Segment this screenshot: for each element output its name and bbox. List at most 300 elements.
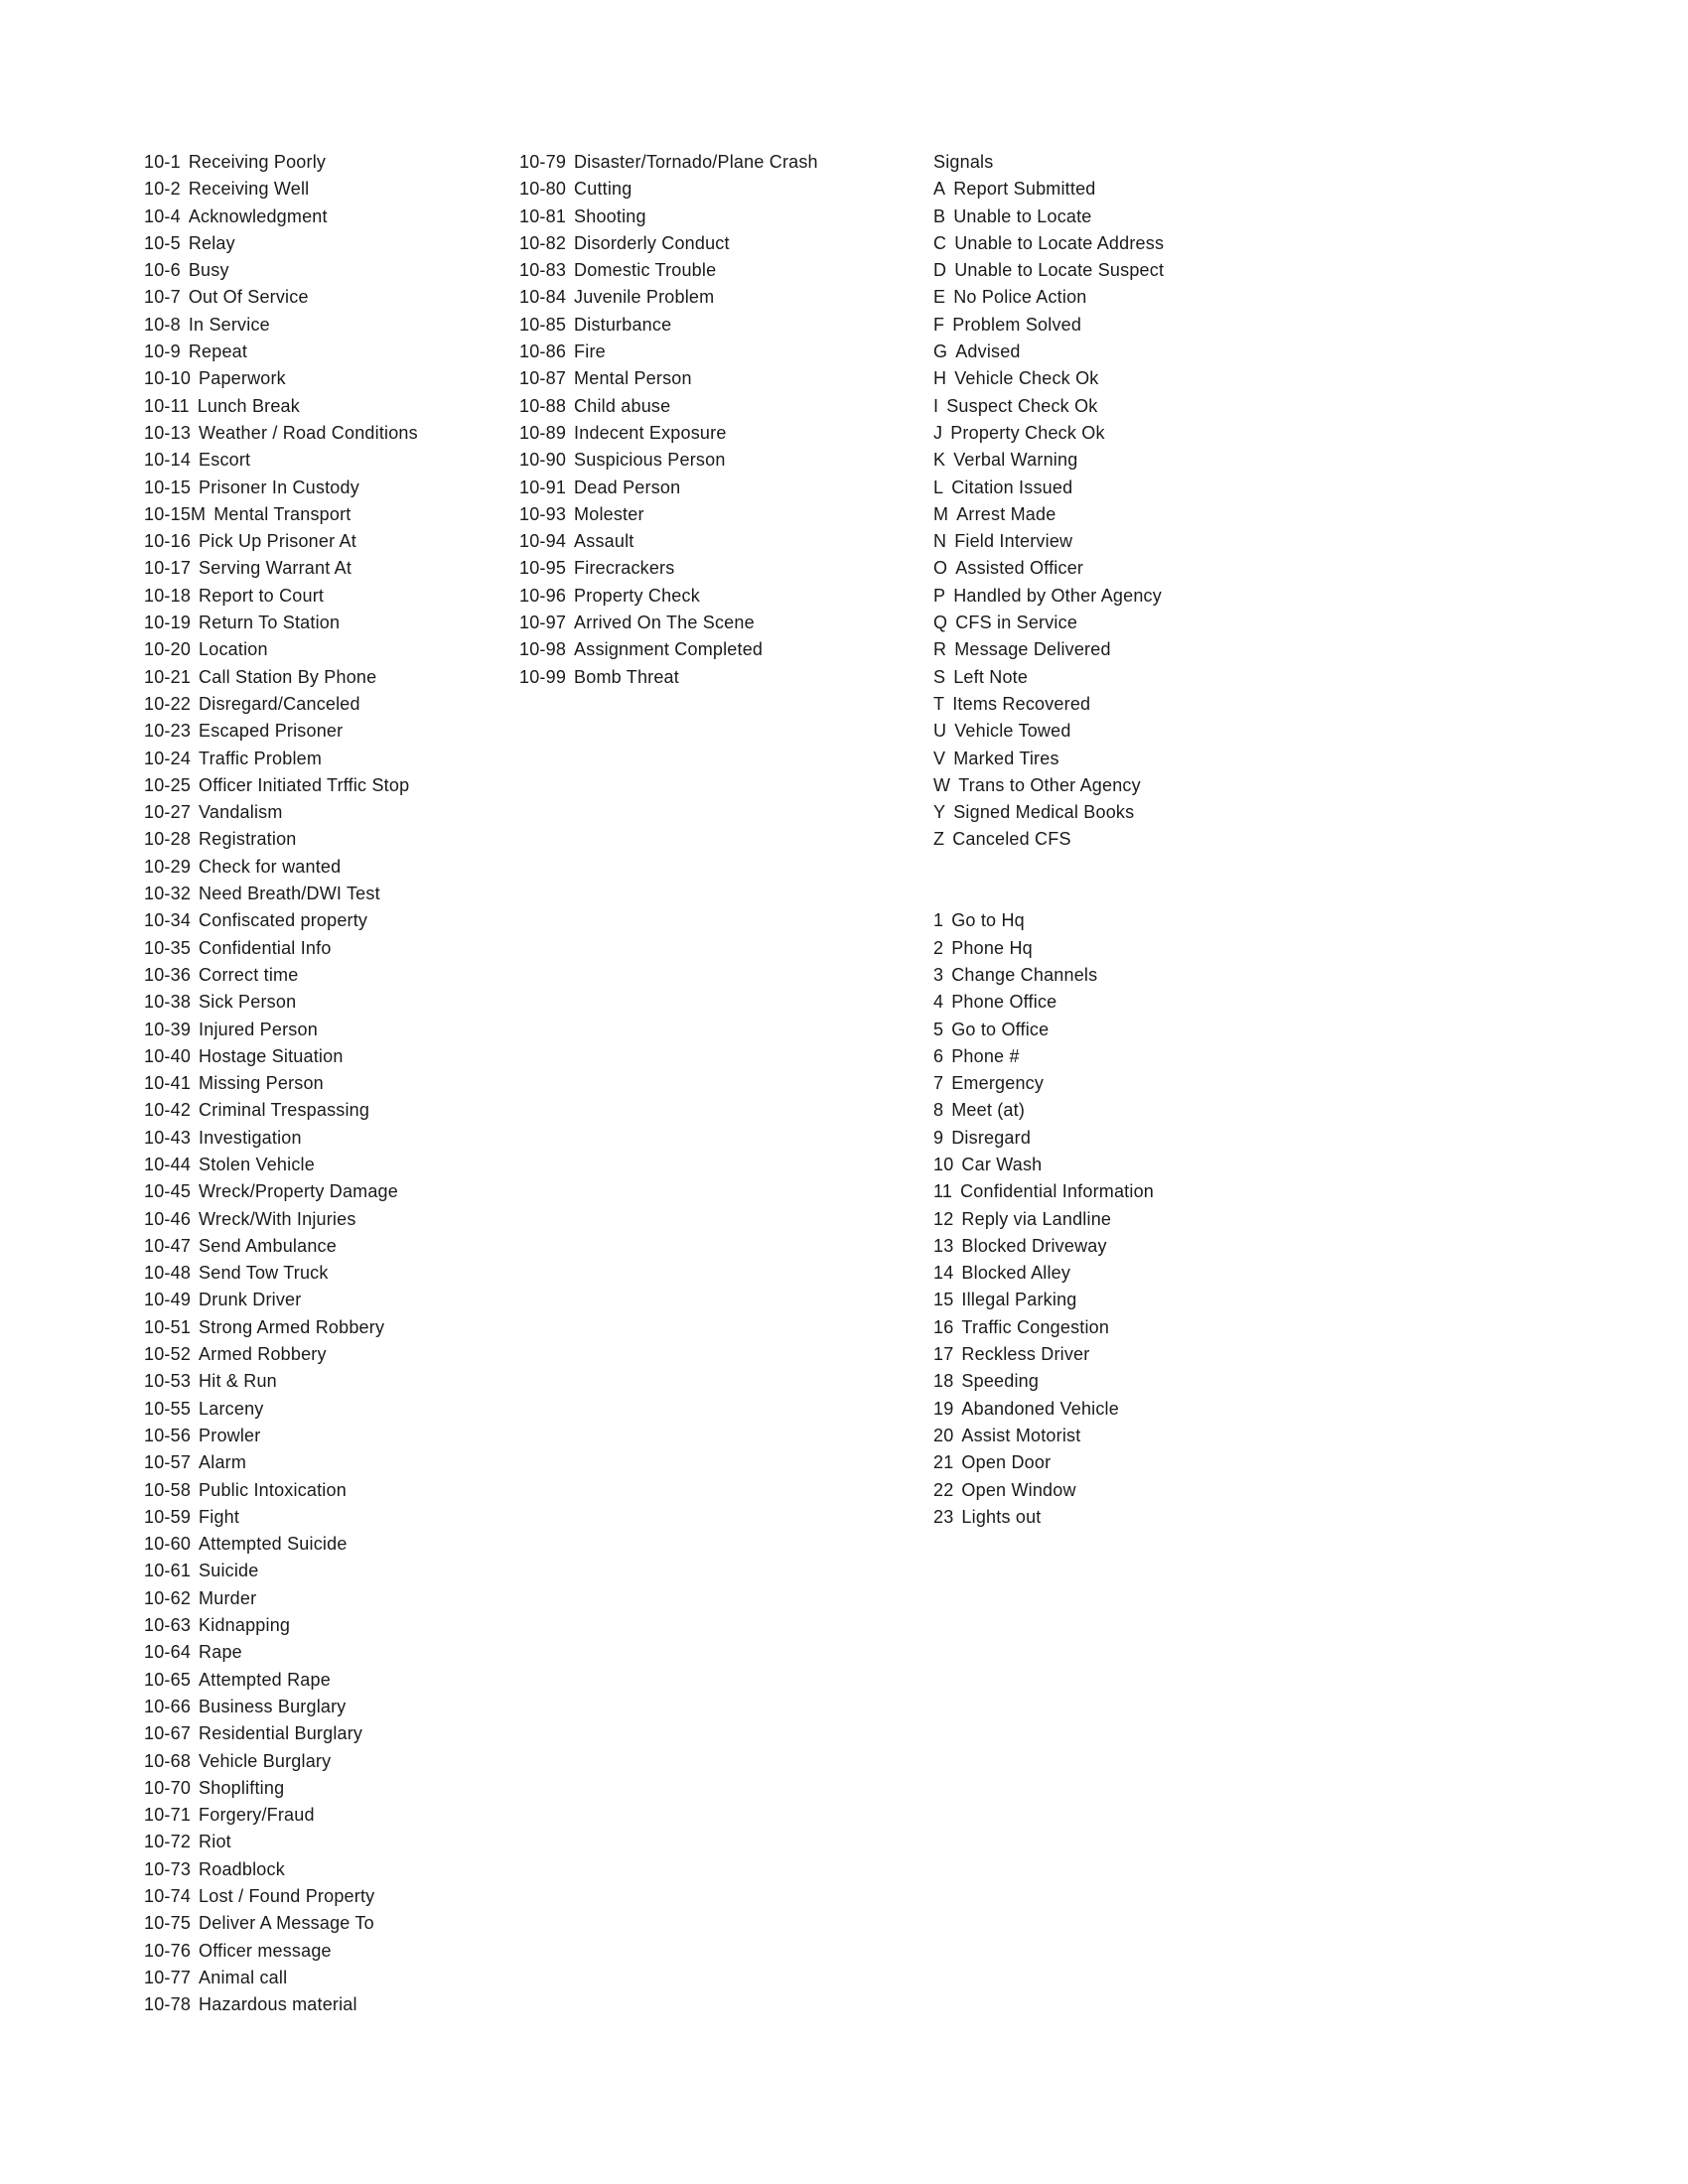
code-meaning: Out Of Service — [188, 287, 309, 308]
code-meaning: Repeat — [188, 341, 248, 362]
code-label: 10-68 — [144, 1750, 192, 1771]
code-meaning: Arrest Made — [956, 503, 1056, 524]
code-label: W — [933, 774, 951, 795]
code-label: D — [933, 260, 947, 281]
code-meaning: Unable to Locate Suspect — [954, 260, 1165, 281]
code-row — [144, 1910, 511, 1937]
code-row — [933, 1396, 1350, 1423]
code-meaning: Assault — [574, 531, 634, 552]
code-meaning: Prisoner In Custody — [199, 477, 359, 497]
code-label: 10-2 — [144, 179, 181, 200]
code-meaning: Report Submitted — [953, 179, 1096, 200]
code-meaning: Sick Person — [199, 992, 297, 1013]
code-meaning: Shooting — [574, 205, 646, 226]
code-row — [519, 420, 916, 447]
code-label: H — [933, 368, 947, 389]
code-row — [144, 1070, 511, 1097]
code-meaning: Attempted Suicide — [199, 1534, 348, 1555]
code-meaning: Phone Office — [951, 992, 1057, 1013]
code-row — [933, 1477, 1350, 1504]
code-row — [933, 1423, 1350, 1449]
code-meaning: Blocked Alley — [961, 1263, 1071, 1284]
code-row — [519, 230, 916, 257]
code-row — [933, 284, 1350, 311]
code-label: 10-32 — [144, 884, 192, 904]
code-meaning: Verbal Warning — [953, 450, 1078, 471]
code-label: 10-85 — [519, 314, 567, 335]
code-row — [519, 204, 916, 230]
code-meaning: Suspect Check Ok — [946, 395, 1098, 416]
code-row — [144, 1449, 511, 1476]
code-label: 10-20 — [144, 639, 192, 660]
code-row — [144, 204, 511, 230]
code-label: J — [933, 422, 943, 443]
code-meaning: Arrived On The Scene — [574, 613, 755, 633]
code-row — [144, 1639, 511, 1666]
code-label: 10-81 — [519, 205, 567, 226]
code-row — [933, 1070, 1350, 1097]
code-meaning: Lost / Found Property — [199, 1886, 375, 1906]
code-meaning: Go to Office — [951, 1019, 1050, 1039]
code-label: 10-24 — [144, 748, 192, 768]
code-label: 10-87 — [519, 368, 567, 389]
code-row — [144, 1233, 511, 1260]
code-meaning: Field Interview — [954, 531, 1073, 552]
code-meaning: Busy — [188, 260, 229, 281]
code-label: 18 — [933, 1371, 954, 1392]
code-label: 10-91 — [519, 477, 567, 497]
code-label: 10-5 — [144, 232, 181, 253]
code-label: 10-1 — [144, 152, 181, 172]
code-row — [144, 1043, 511, 1070]
code-row — [933, 1152, 1350, 1178]
code-meaning: Send Ambulance — [199, 1235, 337, 1256]
code-row — [933, 1206, 1350, 1233]
code-label: 10-63 — [144, 1615, 192, 1636]
code-label: 10-73 — [144, 1858, 192, 1879]
code-meaning: Confiscated property — [199, 910, 368, 931]
code-meaning: Disregard — [951, 1127, 1032, 1148]
code-label: 10-38 — [144, 992, 192, 1013]
code-label: T — [933, 693, 945, 714]
code-label: 10-57 — [144, 1452, 192, 1473]
code-row — [144, 1368, 511, 1395]
code-label: 10-74 — [144, 1886, 192, 1906]
code-row — [933, 312, 1350, 339]
code-row — [144, 1938, 511, 1965]
code-row — [933, 583, 1350, 610]
code-meaning: Mental Person — [574, 368, 692, 389]
code-meaning: Unable to Locate — [953, 205, 1092, 226]
code-label: M — [933, 503, 949, 524]
code-row — [144, 176, 511, 203]
code-row — [933, 1314, 1350, 1341]
code-meaning: Fight — [199, 1506, 240, 1527]
code-label: 10-10 — [144, 368, 192, 389]
code-label: 10-7 — [144, 287, 181, 308]
code-label: 9 — [933, 1127, 944, 1148]
code-row — [933, 1097, 1350, 1124]
code-row — [144, 1558, 511, 1584]
code-row — [144, 1667, 511, 1694]
code-label: 10-43 — [144, 1127, 192, 1148]
code-label: 15 — [933, 1290, 954, 1310]
code-label: 10-44 — [144, 1154, 192, 1174]
code-row — [144, 1694, 511, 1720]
code-label: S — [933, 666, 946, 687]
code-row — [519, 447, 916, 474]
code-label: 10-21 — [144, 666, 192, 687]
code-row — [144, 1531, 511, 1558]
code-row — [933, 365, 1350, 392]
code-meaning: Wreck/With Injuries — [199, 1208, 356, 1229]
code-meaning: Traffic Problem — [199, 748, 323, 768]
code-meaning: Citation Issued — [951, 477, 1073, 497]
code-row — [144, 1341, 511, 1368]
code-row — [144, 1856, 511, 1883]
code-meaning: Fire — [574, 341, 606, 362]
code-row — [144, 1152, 511, 1178]
code-row — [933, 636, 1350, 663]
code-row — [144, 907, 511, 934]
code-label: 12 — [933, 1208, 954, 1229]
code-label: 10-77 — [144, 1967, 192, 1987]
code-meaning: Lunch Break — [197, 395, 300, 416]
code-row — [933, 1341, 1350, 1368]
code-row — [933, 1017, 1350, 1043]
code-row — [519, 176, 916, 203]
signal-numbers-list — [933, 907, 1350, 1531]
code-row — [933, 746, 1350, 772]
code-label: 10-19 — [144, 613, 192, 633]
code-label: K — [933, 450, 946, 471]
code-row — [144, 854, 511, 881]
code-label: 10-8 — [144, 314, 181, 335]
code-label: 10-46 — [144, 1208, 192, 1229]
code-row — [933, 799, 1350, 826]
code-label: 10-86 — [519, 341, 567, 362]
code-row — [144, 447, 511, 474]
code-row — [519, 257, 916, 284]
code-meaning: Juvenile Problem — [574, 287, 715, 308]
code-meaning: Vandalism — [199, 802, 283, 823]
code-label: 10-99 — [519, 666, 567, 687]
code-row — [144, 420, 511, 447]
code-row — [144, 393, 511, 420]
code-meaning: Cutting — [574, 179, 633, 200]
code-row — [933, 257, 1350, 284]
code-label: 10-97 — [519, 613, 567, 633]
code-meaning: Armed Robbery — [199, 1344, 327, 1365]
code-row — [933, 1233, 1350, 1260]
code-row — [519, 312, 916, 339]
code-label: 10-45 — [144, 1181, 192, 1202]
code-row — [519, 284, 916, 311]
code-meaning: Traffic Congestion — [961, 1316, 1110, 1337]
code-meaning: Check for wanted — [199, 856, 342, 877]
code-meaning: Serving Warrant At — [199, 558, 352, 579]
code-meaning: Murder — [199, 1587, 257, 1608]
code-meaning: Reckless Driver — [961, 1344, 1090, 1365]
code-label: 21 — [933, 1452, 954, 1473]
code-row — [144, 799, 511, 826]
code-meaning: Officer Initiated Trffic Stop — [199, 774, 410, 795]
code-label: 10-11 — [144, 395, 190, 416]
code-label: 10-53 — [144, 1371, 192, 1392]
code-meaning: Return To Station — [199, 613, 341, 633]
code-label: 10-89 — [519, 422, 567, 443]
code-row — [144, 989, 511, 1016]
code-row — [144, 636, 511, 663]
code-label: 10-17 — [144, 558, 192, 579]
code-meaning: Molester — [574, 503, 644, 524]
code-label: 10-93 — [519, 503, 567, 524]
code-meaning: Shoplifting — [199, 1777, 285, 1798]
code-meaning: Car Wash — [961, 1154, 1043, 1174]
code-label: 10-22 — [144, 693, 192, 714]
ten-codes-middle-column — [519, 149, 916, 691]
code-label: G — [933, 341, 948, 362]
code-row — [144, 583, 511, 610]
code-row — [933, 1125, 1350, 1152]
code-meaning: Disorderly Conduct — [574, 232, 730, 253]
code-row — [144, 1260, 511, 1287]
code-label: 10-64 — [144, 1642, 192, 1663]
code-label: 10-35 — [144, 937, 192, 958]
code-label: 10-42 — [144, 1100, 192, 1121]
code-label: 10-6 — [144, 260, 181, 281]
code-row — [144, 1802, 511, 1829]
code-row — [144, 339, 511, 365]
code-label: 10-18 — [144, 585, 192, 606]
code-label: 10-94 — [519, 531, 567, 552]
code-row — [933, 204, 1350, 230]
code-label: 10-66 — [144, 1696, 192, 1716]
code-label: N — [933, 531, 947, 552]
code-row — [933, 475, 1350, 501]
code-label: 10-71 — [144, 1805, 192, 1826]
code-row — [144, 1829, 511, 1855]
code-row — [933, 691, 1350, 718]
code-label: 10-55 — [144, 1398, 192, 1419]
code-row — [144, 826, 511, 853]
code-meaning: CFS in Service — [955, 613, 1078, 633]
code-label: 10-95 — [519, 558, 567, 579]
code-label: 6 — [933, 1045, 944, 1066]
code-label: 10-70 — [144, 1777, 192, 1798]
code-meaning: Alarm — [199, 1452, 247, 1473]
code-label: 10-29 — [144, 856, 192, 877]
code-meaning: Roadblock — [199, 1858, 285, 1879]
section-gap — [933, 854, 1350, 908]
code-meaning: Hazardous material — [199, 1994, 357, 2015]
code-row — [519, 475, 916, 501]
code-meaning: Prowler — [199, 1425, 261, 1445]
code-row — [519, 583, 916, 610]
code-meaning: Left Note — [953, 666, 1029, 687]
code-label: Y — [933, 802, 946, 823]
code-row — [933, 1287, 1350, 1313]
code-label: 10-67 — [144, 1723, 192, 1744]
code-meaning: Vehicle Check Ok — [954, 368, 1099, 389]
code-meaning: Meet (at) — [951, 1100, 1026, 1121]
code-row — [519, 365, 916, 392]
code-meaning: Message Delivered — [954, 639, 1111, 660]
code-label: 10-88 — [519, 395, 567, 416]
code-meaning: Abandoned Vehicle — [961, 1398, 1119, 1419]
code-meaning: Escaped Prisoner — [199, 721, 344, 742]
code-meaning: Receiving Poorly — [188, 152, 327, 172]
code-row — [933, 555, 1350, 582]
code-label: 7 — [933, 1073, 944, 1094]
code-row — [144, 1965, 511, 1991]
code-label: 4 — [933, 992, 944, 1013]
code-row — [144, 149, 511, 176]
code-label: 10-98 — [519, 639, 567, 660]
code-meaning: Drunk Driver — [199, 1290, 302, 1310]
code-row — [144, 365, 511, 392]
code-row — [144, 1178, 511, 1205]
code-label: 13 — [933, 1235, 954, 1256]
code-meaning: Emergency — [951, 1073, 1045, 1094]
code-row — [144, 881, 511, 907]
code-label: 10-59 — [144, 1506, 192, 1527]
code-label: O — [933, 558, 948, 579]
code-row — [144, 1097, 511, 1124]
code-row — [144, 230, 511, 257]
code-meaning: Registration — [199, 829, 297, 850]
code-row — [144, 1720, 511, 1747]
code-row — [933, 393, 1350, 420]
code-label: 10-96 — [519, 585, 567, 606]
code-meaning: Confidential Information — [960, 1181, 1155, 1202]
code-label: 10-4 — [144, 205, 181, 226]
code-meaning: Weather / Road Conditions — [199, 422, 418, 443]
code-row — [144, 664, 511, 691]
code-row — [144, 1775, 511, 1802]
code-label: 10-90 — [519, 450, 567, 471]
code-meaning: Report to Court — [199, 585, 325, 606]
code-row — [144, 962, 511, 989]
code-label: E — [933, 287, 946, 308]
code-row — [933, 989, 1350, 1016]
code-meaning: Reply via Landline — [961, 1208, 1112, 1229]
code-meaning: Riot — [199, 1832, 231, 1852]
code-row — [144, 528, 511, 555]
code-label: R — [933, 639, 947, 660]
code-meaning: Deliver A Message To — [199, 1913, 374, 1934]
ten-codes-left-column — [144, 149, 511, 2018]
code-meaning: Illegal Parking — [961, 1290, 1077, 1310]
code-row — [144, 312, 511, 339]
code-meaning: Suicide — [199, 1561, 259, 1581]
code-row — [144, 1017, 511, 1043]
code-row — [933, 772, 1350, 799]
code-row — [144, 691, 511, 718]
code-meaning: Canceled CFS — [952, 829, 1071, 850]
code-label: 10-72 — [144, 1832, 192, 1852]
code-row — [144, 935, 511, 962]
code-row — [933, 501, 1350, 528]
code-label: 1 — [933, 910, 944, 931]
code-label: 10-41 — [144, 1073, 192, 1094]
code-row — [144, 1125, 511, 1152]
code-label: 10-27 — [144, 802, 192, 823]
code-meaning: Open Window — [961, 1479, 1076, 1500]
code-label: 5 — [933, 1019, 944, 1039]
code-meaning: Suspicious Person — [574, 450, 726, 471]
code-label: 10-61 — [144, 1561, 192, 1581]
code-meaning: Hostage Situation — [199, 1045, 344, 1066]
code-meaning: Phone Hq — [951, 937, 1033, 958]
code-meaning: Public Intoxication — [199, 1479, 347, 1500]
code-row — [144, 1423, 511, 1449]
code-label: C — [933, 232, 947, 253]
code-meaning: Vehicle Burglary — [199, 1750, 332, 1771]
code-meaning: Go to Hq — [951, 910, 1025, 931]
code-row — [933, 664, 1350, 691]
code-label: 10-83 — [519, 260, 567, 281]
code-meaning: Residential Burglary — [199, 1723, 363, 1744]
code-meaning: Bomb Threat — [574, 666, 679, 687]
code-row — [933, 528, 1350, 555]
code-row — [144, 746, 511, 772]
code-meaning: Disturbance — [574, 314, 672, 335]
code-meaning: Child abuse — [574, 395, 671, 416]
code-row — [519, 339, 916, 365]
code-label: 14 — [933, 1263, 954, 1284]
code-meaning: Animal call — [199, 1967, 288, 1987]
code-meaning: Paperwork — [199, 368, 286, 389]
code-meaning: Rape — [199, 1642, 242, 1663]
code-meaning: No Police Action — [953, 287, 1087, 308]
code-label: 10 — [933, 1154, 954, 1174]
code-label: 10-76 — [144, 1940, 192, 1961]
code-row — [144, 1883, 511, 1910]
code-meaning: Marked Tires — [953, 748, 1059, 768]
code-label: 10-39 — [144, 1019, 192, 1039]
code-row — [933, 176, 1350, 203]
code-row — [933, 907, 1350, 934]
code-meaning: Officer message — [199, 1940, 332, 1961]
code-row — [519, 636, 916, 663]
code-row — [933, 718, 1350, 745]
code-meaning: Missing Person — [199, 1073, 324, 1094]
code-label: 10-82 — [519, 232, 567, 253]
code-label: 10-60 — [144, 1534, 192, 1555]
code-meaning: Pick Up Prisoner At — [199, 531, 356, 552]
code-meaning: Acknowledgment — [188, 205, 328, 226]
code-meaning: Need Breath/DWI Test — [199, 884, 380, 904]
code-meaning: Vehicle Towed — [954, 721, 1071, 742]
code-row — [519, 610, 916, 636]
code-label: I — [933, 395, 939, 416]
code-row — [933, 230, 1350, 257]
code-label: 10-28 — [144, 829, 192, 850]
code-row — [144, 501, 511, 528]
code-row — [144, 1477, 511, 1504]
code-meaning: Receiving Well — [188, 179, 310, 200]
code-meaning: Open Door — [961, 1452, 1052, 1473]
code-label: 16 — [933, 1316, 954, 1337]
code-meaning: Relay — [188, 232, 235, 253]
code-meaning: Indecent Exposure — [574, 422, 727, 443]
code-meaning: Dead Person — [574, 477, 681, 497]
code-label: Q — [933, 613, 948, 633]
code-meaning: Kidnapping — [199, 1615, 291, 1636]
code-row — [933, 1504, 1350, 1531]
code-row — [933, 447, 1350, 474]
